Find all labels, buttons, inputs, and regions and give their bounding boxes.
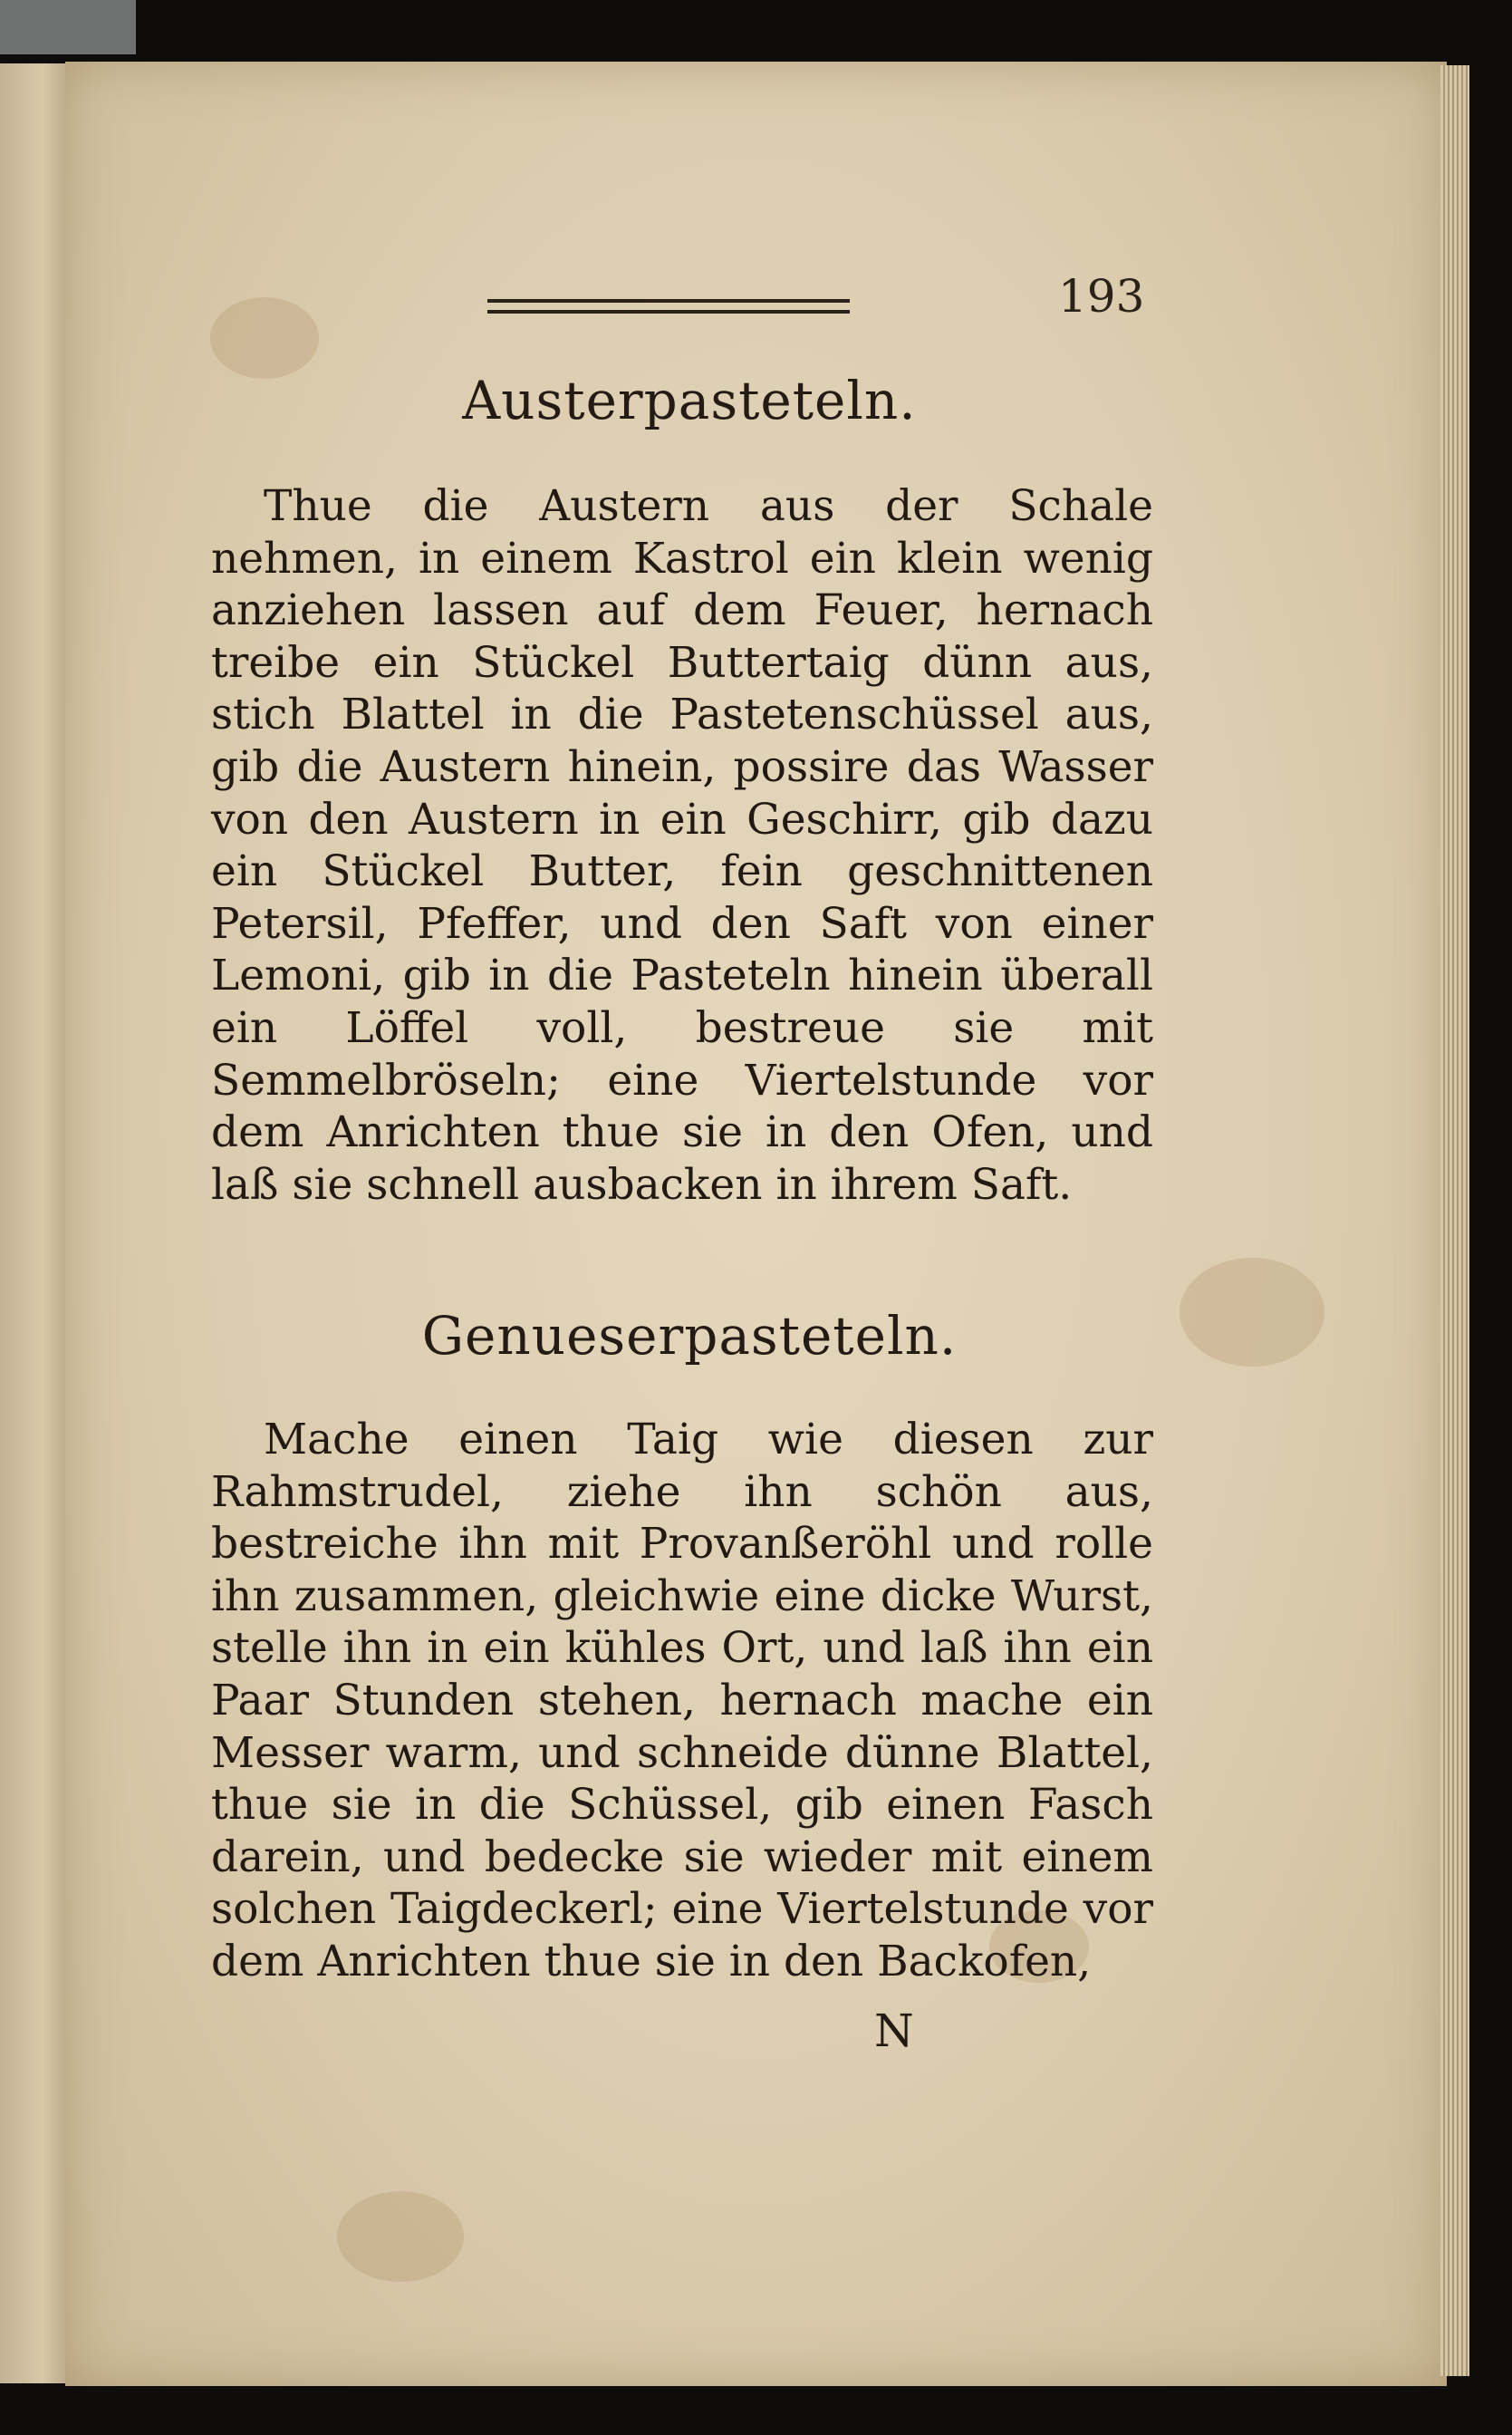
page-number: 193 (1058, 270, 1145, 323)
section-title-genueserpasteteln: Genueserpasteteln. (421, 1305, 958, 1367)
left-page-edge (0, 63, 73, 2383)
paper-stain (337, 2191, 464, 2282)
section-text-austerpasteteln: Thue die Austern aus der Schale nehmen, in einem Kastrol ein klein wenig anziehen lassen auf dem Feuer, hernach treibe ein Stückel Buttertaig dünn aus, stich Blattel in die Pastetenschüssel aus, gib die Austern hinein, possire das Wasser von den Austern in ein Geschirr, gib dazu ein Stückel Butter, fein geschnittenen Petersil, Pfeffer, und den Saft von einer Lemoni, gib in die Pasteteln hinein überall ein Löffel voll, bestreue sie mit Semmelbröseln; eine Viertelstunde vor dem Anrichten thue sie in den Ofen, und laß sie schnell ausbacken in ihrem Saft. (211, 481, 1153, 1210)
paper-stain (1180, 1258, 1324, 1367)
header-rule (487, 299, 850, 314)
catchword: N (874, 2005, 914, 2057)
section-title-austerpasteteln: Austerpasteteln. (462, 370, 917, 431)
page-stack-edge (1440, 65, 1469, 2376)
scan-background-strip (0, 0, 136, 54)
section-text-genueserpasteteln: Mache einen Taig wie diesen zur Rahmstrudel, ziehe ihn schön aus, bestreiche ihn mit Provanßeröhl und rolle ihn zusammen, gleichwie eine dicke Wurst, stelle ihn in ein kühles Ort, und laß ihn ein Paar Stunden stehen, hernach mache ein Messer warm, und schneide dünne Blattel, thue sie in die Schüssel, gib einen Fasch darein, und bedecke sie wieder mit einem solchen Taigdeckerl; eine Viertelstunde vor dem Anrichten thue sie in den Backofen, (211, 1415, 1153, 1986)
paper-stain (210, 297, 319, 379)
